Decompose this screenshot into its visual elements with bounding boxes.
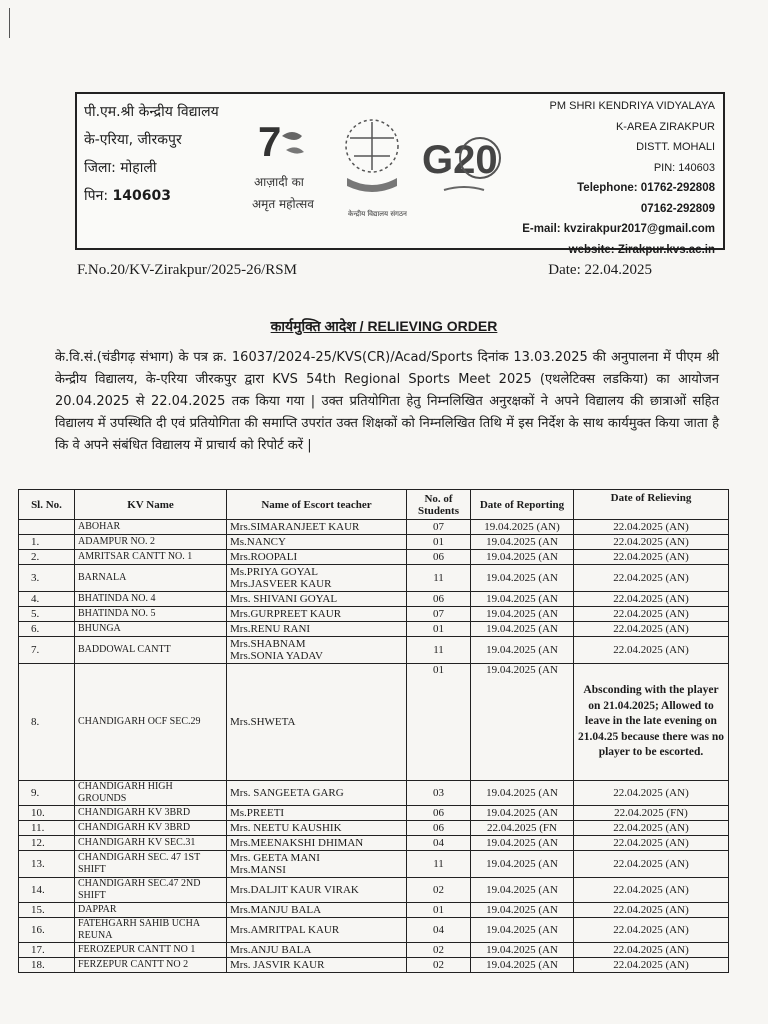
header-students: No. of Students [407,490,471,520]
header-kv-name: KV Name [75,490,227,520]
scan-edge-mark [9,8,10,38]
escort-name: Mrs. SANGEETA GARG [230,787,344,799]
row-relieving-date: 22.04.2025 (AN) [574,622,729,637]
row-kv-name: FEROZEPUR CANTT NO 1 [75,943,227,958]
table-row [19,781,729,806]
row-students: 06 [407,592,471,607]
row-reporting-date: 19.04.2025 (AN [471,607,574,622]
kvs-logo-text: केन्द्रीय विद्यालय संगठन [348,210,407,218]
escort-name: Mrs.MANSI [230,864,286,876]
row-sl-no: 10. [19,806,75,821]
header-sl: Sl. No. [19,490,75,520]
row-reporting-date: 19.04.2025 (AN [471,550,574,565]
row-relieving-date: 22.04.2025 (AN) [574,520,729,535]
english-pin: PIN: 140603 [653,161,715,174]
row-sl-no: 13. [19,851,75,878]
header-relieving: Date of Relieving [574,490,729,520]
row-kv-name: CHANDIGARH KV 3BRD [75,821,227,836]
azadi-logo-text-2: अमृत महोत्सव [252,197,314,211]
row-students: 06 [407,806,471,821]
row-escort-teacher [227,943,407,958]
escort-name: Mrs.DALJIT KAUR VIRAK [230,884,359,896]
letterhead [75,92,725,256]
hindi-pin: 140603 [112,188,171,204]
header-reporting: Date of Reporting [471,490,574,520]
table-row [19,836,729,851]
row-escort-teacher [227,535,407,550]
escort-name: Mrs.SONIA YADAV [230,650,323,662]
row-sl-no: 2. [19,550,75,565]
row-sl-no: 4. [19,592,75,607]
row-relieving-date: Absconding with the player on 21.04.2025; Allowed to leave in the late evening on 21.04.25 because there was no player to be escorted. [574,664,729,781]
escort-name: Mrs. JASVIR KAUR [230,959,325,971]
escort-name: Mrs.MEENAKSHI DHIMAN [230,837,364,849]
row-reporting-date: 19.04.2025 (AN [471,622,574,637]
row-kv-name: AMRITSAR CANTT NO. 1 [75,550,227,565]
row-escort-teacher [227,878,407,903]
row-relieving-date: 22.04.2025 (AN) [574,550,729,565]
row-kv-name: DAPPAR [75,903,227,918]
row-escort-teacher [227,781,407,806]
row-escort-teacher [227,565,407,592]
row-escort-teacher [227,851,407,878]
row-relieving-date: 22.04.2025 (AN) [574,903,729,918]
file-number: F.No.20/KV-Zirakpur/2025-26/RSM [77,262,297,278]
escort-name: Mrs.AMRITPAL KAUR [230,924,340,936]
row-relieving-date: 22.04.2025 (AN) [574,607,729,622]
row-students: 02 [407,958,471,973]
row-kv-name: CHANDIGARH SEC.47 2ND SHIFT [75,878,227,903]
email: E-mail: kvzirakpur2017@gmail.com [522,223,715,235]
row-kv-name: CHANDIGARH KV SEC.31 [75,836,227,851]
row-escort-teacher [227,903,407,918]
row-escort-teacher [227,664,407,781]
row-students: 06 [407,821,471,836]
row-reporting-date: 19.04.2025 (AN [471,851,574,878]
escort-name: Mrs.MANJU BALA [230,904,322,916]
row-kv-name: CHANDIGARH SEC. 47 1ST SHIFT [75,851,227,878]
row-reporting-date: 19.04.2025 (AN [471,958,574,973]
table-row [19,592,729,607]
row-kv-name: CHANDIGARH HIGH GROUNDS [75,781,227,806]
row-students: 01 [407,664,471,781]
row-kv-name: ABOHAR [75,520,227,535]
letterhead-logos [252,108,502,238]
row-relieving-date: 22.04.2025 (AN) [574,821,729,836]
row-relieving-date: 22.04.2025 (AN) [574,943,729,958]
row-students: 04 [407,918,471,943]
row-kv-name: ADAMPUR NO. 2 [75,535,227,550]
row-relieving-date: 22.04.2025 (AN) [574,878,729,903]
row-students: 11 [407,565,471,592]
row-reporting-date: 22.04.2025 (FN [471,821,574,836]
row-reporting-date: 19.04.2025 (AN [471,918,574,943]
letterhead-english-address [522,96,715,260]
row-escort-teacher [227,637,407,664]
row-relieving-date: 22.04.2025 (AN) [574,637,729,664]
english-area: K-AREA ZIRAKPUR [615,120,715,133]
row-escort-teacher [227,958,407,973]
row-escort-teacher [227,821,407,836]
row-reporting-date: 19.04.2025 (AN [471,535,574,550]
order-date: Date: 22.04.2025 [548,262,652,278]
row-sl-no: 15. [19,903,75,918]
row-reporting-date: 19.04.2025 (AN [471,836,574,851]
table-row [19,565,729,592]
row-students: 01 [407,903,471,918]
row-students: 07 [407,520,471,535]
order-title: कार्यमुक्ति आदेश / RELIEVING ORDER [270,318,498,334]
telephone-2: 07162-292809 [640,202,715,215]
row-students: 07 [407,607,471,622]
table-row [19,550,729,565]
row-students: 01 [407,535,471,550]
hindi-pin-label: पिन: [84,188,109,204]
escort-name: Mrs.RENU RANI [230,623,311,635]
table-row [19,878,729,903]
row-students: 03 [407,781,471,806]
row-relieving-date: 22.04.2025 (AN) [574,592,729,607]
escort-name: Mrs.SHWETA [230,716,296,728]
telephone-1: Telephone: 01762-292808 [577,182,715,194]
escort-name: Ms.PRIYA GOYAL [230,566,319,578]
escort-name: Mrs.SIMARANJEET KAUR [230,521,360,533]
row-sl-no: 11. [19,821,75,836]
hindi-pin-line [84,182,219,210]
row-kv-name: FATEHGARH SAHIB UCHA REUNA [75,918,227,943]
row-reporting-date: 19.04.2025 (AN [471,806,574,821]
row-students: 02 [407,878,471,903]
row-kv-name: BARNALA [75,565,227,592]
row-kv-name: FERZEPUR CANTT NO 2 [75,958,227,973]
escort-name: Mrs.ROOPALI [230,551,298,563]
row-sl-no: 14. [19,878,75,903]
row-sl-no: 9. [19,781,75,806]
escort-name: Mrs. GEETA MANI [230,852,320,864]
row-kv-name: CHANDIGARH KV 3BRD [75,806,227,821]
hindi-school-name: पी.एम.श्री केन्द्रीय विद्यालय [84,104,219,120]
hindi-district: जिला: मोहाली [84,160,157,176]
table-row [19,520,729,535]
row-relieving-date: 22.04.2025 (AN) [574,851,729,878]
table-row [19,622,729,637]
row-reporting-date: 19.04.2025 (AN [471,637,574,664]
escort-name: Mrs.GURPREET KAUR [230,608,342,620]
table-row [19,851,729,878]
kvs-logo [346,120,407,218]
row-students: 11 [407,851,471,878]
order-paragraph: के.वि.सं.(चंडीगढ़ संभाग) के पत्र क्र. 16037/2024-25/KVS(CR)/Acad/Sports दिनांक 13.03.2025 की अनुपालना में पीएम श्री केन्द्रीय विद्यालय, के-एरिया जीरकपुर द्वारा KVS 54th Regional Sports Meet 2025 (एथलेटिक्स लडकिया) का आयोजन 20.04.2025 से 22.04.2025 तक किया गया | उक्त प्रतियोगिता हेतु निम्नलिखित अनुरक्षकों ने अपने विद्यालय की छात्राओं सहित विद्यालय में उपस्थिति दी एवं प्रतियोगिता की समाप्ति उपरांत उक्त शिक्षकों को निम्नलिखित तिथि में इस निर्देश के साथ कार्यमुक्त किया जाता है कि वे अपने संबंधित विद्यालय में प्राचार्य को रिपोर्ट करें | [55,350,719,453]
svg-text:7: 7 [258,118,282,165]
row-escort-teacher [227,520,407,535]
table-row [19,958,729,973]
row-students: 01 [407,622,471,637]
row-relieving-date: 22.04.2025 (AN) [574,918,729,943]
escort-name: Ms.PREETI [230,807,285,819]
escort-name: Mrs.ANJU BALA [230,944,312,956]
row-reporting-date: 19.04.2025 (AN [471,664,574,781]
row-kv-name: BHUNGA [75,622,227,637]
letterhead-hindi-address [84,98,219,210]
row-reporting-date: 19.04.2025 (AN) [471,520,574,535]
row-kv-name: BHATINDA NO. 4 [75,592,227,607]
table-row [19,607,729,622]
row-sl-no: 3. [19,565,75,592]
hindi-area: के-एरिया, जीरकपुर [84,132,182,148]
table-row [19,918,729,943]
website: website: Zirakpur.kvs.ac.in [568,243,715,256]
row-relieving-date: 22.04.2025 (AN) [574,958,729,973]
table-row [19,821,729,836]
table-body [19,520,729,973]
row-relieving-date: 22.04.2025 (AN) [574,781,729,806]
row-sl-no: 1. [19,535,75,550]
row-sl-no: 5. [19,607,75,622]
row-escort-teacher [227,550,407,565]
row-reporting-date: 19.04.2025 (AN [471,943,574,958]
row-reporting-date: 19.04.2025 (AN [471,878,574,903]
row-reporting-date: 19.04.2025 (AN [471,781,574,806]
table-row [19,664,729,781]
file-line [77,262,652,279]
row-escort-teacher [227,622,407,637]
row-sl-no: 6. [19,622,75,637]
row-relieving-date: 22.04.2025 (AN) [574,535,729,550]
english-district: DISTT. MOHALI [636,141,715,153]
row-escort-teacher [227,607,407,622]
english-school-name: PM SHRI KENDRIYA VIDYALAYA [549,100,715,112]
azadi-logo-text-1: आज़ादी का [254,175,304,189]
g20-logo-text: G20 [422,138,498,182]
row-escort-teacher [227,836,407,851]
row-sl-no [19,520,75,535]
row-sl-no: 7. [19,637,75,664]
row-students: 02 [407,943,471,958]
table-row [19,535,729,550]
row-relieving-date: 22.04.2025 (AN) [574,836,729,851]
row-students: 04 [407,836,471,851]
row-students: 11 [407,637,471,664]
row-sl-no: 18. [19,958,75,973]
row-escort-teacher [227,806,407,821]
row-reporting-date: 19.04.2025 (AN [471,903,574,918]
row-kv-name: BADDOWAL CANTT [75,637,227,664]
escort-name: Mrs.SHABNAM [230,638,306,650]
row-sl-no: 16. [19,918,75,943]
row-sl-no: 17. [19,943,75,958]
row-reporting-date: 19.04.2025 (AN [471,565,574,592]
row-sl-no: 12. [19,836,75,851]
row-escort-teacher [227,592,407,607]
row-students: 06 [407,550,471,565]
table-row [19,903,729,918]
g20-logo [422,138,500,190]
escort-name: Ms.NANCY [230,536,286,548]
row-kv-name: BHATINDA NO. 5 [75,607,227,622]
escort-name: Mrs. SHIVANI GOYAL [230,593,338,605]
escort-name: Mrs. NEETU KAUSHIK [230,822,342,834]
table-row [19,806,729,821]
row-relieving-date: 22.04.2025 (FN) [574,806,729,821]
row-kv-name: CHANDIGARH OCF SEC.29 [75,664,227,781]
escort-name: Mrs.JASVEER KAUR [230,578,332,590]
row-sl-no: 8. [19,664,75,781]
azadi-ka-amrit-mahotsav-logo [252,118,314,212]
row-relieving-date: 22.04.2025 (AN) [574,565,729,592]
escort-table [18,489,729,973]
table-row [19,637,729,664]
header-escort: Name of Escort teacher [227,490,407,520]
table-row [19,943,729,958]
table-header-row [19,490,729,520]
row-reporting-date: 19.04.2025 (AN [471,592,574,607]
row-escort-teacher [227,918,407,943]
